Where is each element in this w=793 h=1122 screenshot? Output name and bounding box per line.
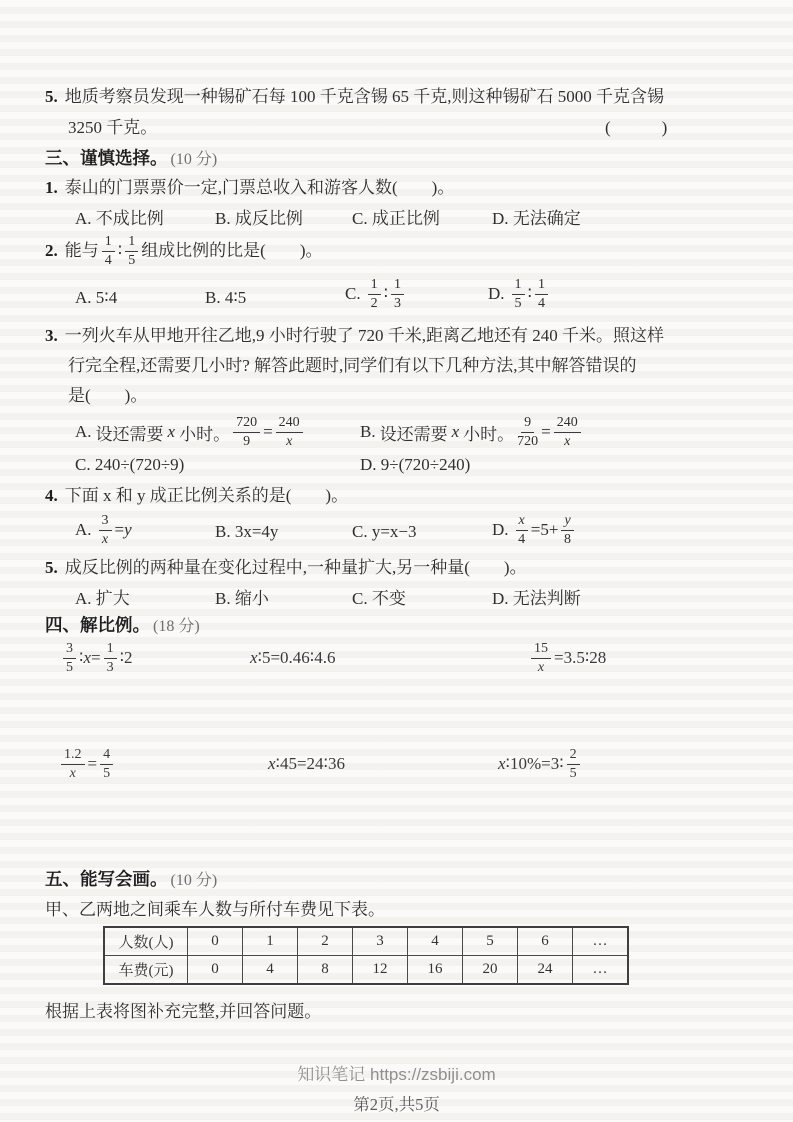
table-cell: 1 (243, 927, 298, 956)
q1-option-a: A. 不成比例 (75, 209, 164, 228)
equation-4-equals: = (87, 754, 98, 773)
fraction: $\frac{240}{x}$ (554, 416, 581, 449)
q4-option-b: B. 3x=4y (215, 522, 279, 541)
equation-5 (268, 740, 345, 788)
q2-option-c-label: C. (345, 284, 361, 303)
q5-carryover-line1 (45, 86, 664, 109)
q5-stem: 成反比例的两种量在变化过程中,一种量扩大,另一种量( )。 (64, 558, 527, 577)
q1-option-b: B. 成反比例 (215, 209, 303, 228)
q3-option-b-label: B. (360, 422, 376, 441)
equation-6-rest: ∶10%=3∶ (505, 754, 564, 773)
q2-option-b: B. 4∶5 (205, 288, 247, 307)
fare-table (103, 926, 629, 985)
q1-stem: 泰山的门票票价一定,门票总收入和游客人数( )。 (64, 178, 455, 197)
footer-site-watermark: 知识笔记 https://zsbiji.com (297, 1065, 496, 1084)
q4-stem-line (45, 485, 348, 508)
fraction: $\frac{1}{2}$ (368, 278, 381, 311)
fraction: $\frac{y}{8}$ (561, 514, 573, 547)
q2-number: 2. (45, 240, 58, 260)
fraction: $\frac{3}{x}$ (99, 514, 112, 547)
section-four-title: 四、解比例。 (45, 615, 150, 635)
fraction: $\frac{4}{5}$ (100, 748, 113, 781)
equation-2 (250, 634, 335, 682)
q4-stem: 下面 x 和 y 成正比例关系的是( )。 (64, 486, 349, 505)
fraction: $\frac{1}{5}$ (512, 278, 525, 311)
q5-option-d: D. 无法判断 (492, 589, 581, 608)
row-label-fare: 车费(元) (104, 956, 188, 985)
q5-carryover-text2: 3250 千克。 (68, 118, 158, 137)
fraction: $\frac{x}{4}$ (516, 514, 528, 547)
q1-option-d: D. 无法确定 (492, 209, 581, 228)
equation-4 (58, 740, 116, 788)
table-cell: 4 (408, 927, 463, 956)
q4-option-a-label: A. (75, 520, 92, 539)
q4-option-a-equals: = (114, 520, 125, 539)
q5-stem-line (45, 557, 527, 580)
fraction: $\frac{240}{x}$ (276, 416, 303, 449)
table-cell: … (573, 956, 629, 985)
q4-option-d (492, 506, 577, 554)
q2-stem-pre: 能与 (64, 240, 99, 260)
q3-option-b-post: 小时。 (463, 424, 515, 444)
q2-stem-post: 组成比例的比是( )。 (141, 240, 323, 260)
equation-2-rest: ∶5=0.46∶4.6 (257, 648, 336, 667)
q2-ratio-colon: ∶ (117, 240, 123, 260)
q4-option-a-var-y: y (124, 520, 132, 539)
section-three-score: (10 分) (170, 151, 218, 168)
equation-6 (498, 740, 583, 788)
section-five-heading (45, 868, 217, 892)
fraction: $\frac{3}{5}$ (63, 642, 76, 675)
equation-1-var-x: x (83, 648, 91, 667)
q3-option-b-equals: = (541, 422, 551, 441)
table-cell: 0 (188, 956, 243, 985)
table-cell: 16 (408, 956, 463, 985)
table-cell: 2 (298, 927, 353, 956)
table-cell: 6 (518, 927, 573, 956)
fraction: $\frac{1.2}{x}$ (61, 748, 85, 781)
q3-option-a-post: 小时。 (179, 424, 231, 444)
table-cell: 20 (463, 956, 518, 985)
fraction: $\frac{9}{720}$ (517, 414, 539, 449)
section-three-heading (45, 147, 217, 171)
q3-stem-line3: 是( )。 (68, 386, 148, 405)
fraction: $\frac{1}{3}$ (391, 278, 404, 311)
q3-option-b-pre: 设还需要 (379, 424, 448, 444)
table-cell: 0 (188, 927, 243, 956)
equation-1-colon: ∶ (79, 648, 84, 667)
q3-option-a-label: A. (75, 422, 92, 441)
q4-option-d-mid: =5+ (530, 520, 559, 539)
fare-table-note: 根据上表将图补充完整,并回答问题。 (45, 1002, 322, 1021)
q3-option-a (75, 408, 306, 456)
q4-option-a (75, 506, 132, 554)
row-label-people: 人数(人) (104, 927, 188, 956)
q5-answer-bracket: ( ) (605, 118, 668, 137)
q1-stem-line (45, 177, 454, 200)
q5-number: 5. (45, 558, 58, 577)
q3-option-a-var-x: x (167, 422, 176, 441)
fraction: $\frac{1}{4}$ (102, 235, 115, 268)
q4-option-d-label: D. (492, 520, 509, 539)
q3-option-b (360, 408, 584, 456)
q4-option-c: C. y=x−3 (352, 522, 417, 541)
table-cell: 8 (298, 956, 353, 985)
q5-carryover-number: 5. (45, 87, 58, 106)
table-cell: 4 (243, 956, 298, 985)
q3-number: 3. (45, 326, 58, 345)
section-five-title: 五、能写会画。 (45, 869, 168, 889)
equation-3 (528, 634, 606, 682)
q5-option-a: A. 扩大 (75, 589, 130, 608)
q1-number: 1. (45, 178, 58, 197)
q3-stem-line2: 行完全程,还需要几小时? 解答此题时,同学们有以下几种方法,其中解答错误的 (68, 356, 637, 375)
fraction: $\frac{1}{4}$ (535, 278, 548, 311)
q2-option-d-colon: ∶ (527, 284, 532, 303)
q4-number: 4. (45, 486, 58, 505)
section-four-score: (18 分) (153, 618, 200, 635)
q1-option-c: C. 成正比例 (352, 209, 440, 228)
q3-text1: 一列火车从甲地开往乙地,9 小时行驶了 720 千米,距离乙地还有 240 千米。照这样 (64, 326, 664, 345)
table-cell: 12 (353, 956, 408, 985)
table-cell: 3 (353, 927, 408, 956)
equation-5-var-x: x (268, 754, 276, 773)
equation-1-tail: ∶2 (119, 648, 133, 667)
equation-1-equals: = (90, 648, 101, 667)
table-cell: 24 (518, 956, 573, 985)
q3-option-b-var-x: x (451, 422, 460, 441)
q5-option-c: C. 不变 (352, 589, 406, 608)
q2-option-c-colon: ∶ (383, 284, 389, 303)
equation-1 (60, 634, 133, 682)
q3-option-a-pre: 设还需要 (95, 424, 164, 444)
table-cell: … (573, 927, 629, 956)
fraction: $\frac{720}{9}$ (233, 416, 260, 449)
equation-5-rest: ∶45=24∶36 (275, 754, 345, 773)
q2-option-d-label: D. (488, 284, 505, 303)
q5-option-b: B. 缩小 (215, 589, 269, 608)
q3-option-c: C. 240÷(720÷9) (75, 455, 185, 474)
table-cell: 5 (463, 927, 518, 956)
q2-option-c (345, 270, 407, 318)
equation-3-rest: =3.5∶28 (554, 648, 607, 667)
fare-table-intro: 甲、乙两地之间乘车人数与所付车费见下表。 (45, 900, 385, 919)
q2-stem-line (45, 228, 323, 274)
equation-6-var-x: x (498, 754, 506, 773)
fare-table-row-fare (104, 956, 628, 985)
fraction: $\frac{2}{5}$ (567, 748, 580, 781)
section-three-title: 三、谨慎选择。 (45, 148, 168, 168)
section-five-score: (10 分) (170, 872, 218, 889)
footer-page-indicator: 第2页,共5页 (353, 1095, 440, 1114)
q3-stem-line1 (45, 325, 664, 348)
fraction: $\frac{1}{5}$ (125, 235, 138, 268)
q3-option-a-equals: = (263, 422, 273, 441)
fare-table-row-people (104, 927, 628, 956)
q2-option-a: A. 5∶4 (75, 288, 118, 307)
q3-option-d: D. 9÷(720÷240) (360, 455, 471, 474)
fraction: $\frac{15}{x}$ (531, 642, 551, 675)
q5-carryover-text1: 地质考察员发现一种锡矿石每 100 千克含锡 65 千克,则这种锡矿石 5000 千克含锡 (64, 87, 664, 106)
equation-2-var-x: x (250, 648, 258, 667)
fraction: $\frac{1}{3}$ (104, 642, 117, 675)
q2-option-d (488, 270, 551, 318)
